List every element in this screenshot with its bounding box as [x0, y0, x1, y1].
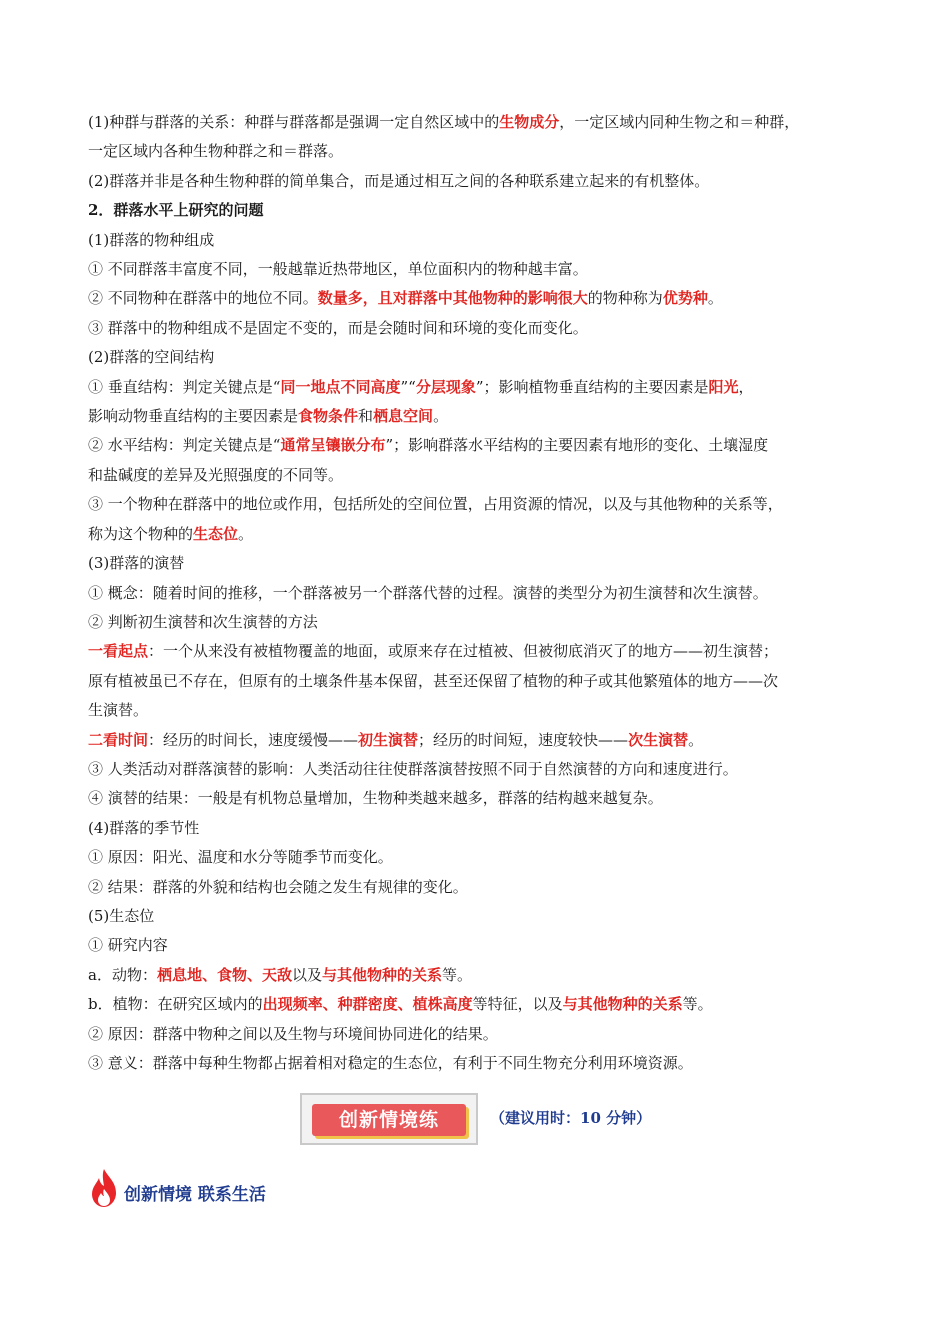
highlighted-text: 出现频率、种群密度、植株高度 [262, 995, 473, 1014]
banner-label: 创新情境练 [312, 1104, 466, 1136]
highlighted-text: 一看起点 [88, 642, 149, 661]
text-line [88, 990, 878, 1019]
text-segment: 原有植被虽已不存在，但原有的土壤条件基本保留，甚至还保留了植物的种子或其他繁殖体的地方——次 [88, 671, 779, 690]
text-segment: ③ 一个物种在群落中的地位或作用，包括所处的空间位置，占用资源的情况，以及与其他物种的关系等， [88, 495, 783, 514]
practice-banner [300, 1093, 720, 1149]
highlighted-text: 通常呈镶嵌分布 [280, 436, 386, 455]
text-segment: 称为这个物种的 [88, 524, 194, 543]
text-segment: ② 原因：群落中物种之间以及生物与环境间协同进化的结果。 [88, 1024, 498, 1043]
text-segment: ④ 演替的结果：一般是有机物总量增加，生物种类越来越多，群落的结构越来越复杂。 [88, 789, 663, 808]
text-segment: 以及 [291, 965, 322, 984]
text-segment: (5)生态位 [88, 906, 155, 925]
text-segment: ① 研究内容 [88, 936, 168, 955]
text-line [88, 1049, 878, 1078]
text-segment: ① 不同群落丰富度不同，一般越靠近热带地区，单位面积内的物种越丰富。 [88, 260, 588, 279]
text-segment: ① 概念：随着时间的推移，一个群落被另一个群落代替的过程。演替的类型分为初生演替和次生演替。 [88, 583, 768, 602]
text-segment: (3)群落的演替 [88, 554, 185, 573]
text-line [88, 167, 878, 196]
bold-heading-text: 2．群落水平上研究的问题 [88, 201, 264, 220]
text-segment: 。 [238, 524, 254, 543]
text-line [88, 431, 878, 460]
text-line [88, 579, 878, 608]
text-line [88, 637, 878, 666]
text-segment: ：经历的时间长，速度缓慢—— [148, 730, 359, 749]
text-line [88, 931, 878, 960]
text-line [88, 196, 878, 225]
text-segment: ② 不同物种在群落中的地位不同。 [88, 289, 318, 308]
highlighted-text: 生态位 [193, 524, 239, 543]
text-line [88, 873, 878, 902]
section-title: 创新情境 联系生活 [124, 1185, 266, 1205]
text-line [88, 402, 878, 431]
highlighted-text: 栖息地、食物、天敌 [156, 965, 292, 984]
highlighted-text: 初生演替 [358, 730, 419, 749]
text-segment: b．植物：在研究区域内的 [88, 995, 263, 1014]
text-segment: 等。 [442, 965, 473, 984]
text-segment: ”“ [400, 377, 416, 396]
text-segment: ① 原因：阳光、温度和水分等随季节而变化。 [88, 848, 393, 867]
text-line [88, 284, 878, 313]
text-segment: 等特征，以及 [472, 995, 563, 1014]
text-line [88, 1020, 878, 1049]
text-segment: (2)群落并非是各种生物种群的简单集合，而是通过相互之间的各种联系建立起来的有机整体。 [88, 171, 710, 190]
banner-frame [300, 1093, 478, 1145]
text-line [88, 726, 878, 755]
text-segment: a．动物： [88, 965, 157, 984]
text-line [88, 755, 878, 784]
text-line [88, 961, 878, 990]
text-segment: ① 垂直结构：判定关键点是“ [88, 377, 281, 396]
text-segment: 生演替。 [88, 701, 149, 720]
highlighted-text: 次生演替 [628, 730, 689, 749]
text-segment: ③ 意义：群落中每种生物都占据着相对稳定的生态位，有利于不同生物充分利用环境资源。 [88, 1054, 693, 1072]
text-line [88, 520, 878, 549]
text-segment: 一定区域内各种生物种群之和＝群落。 [88, 142, 344, 161]
text-line [88, 843, 878, 872]
highlighted-text: 栖息空间 [373, 407, 434, 426]
text-segment: ② 判断初生演替和次生演替的方法 [88, 612, 318, 631]
text-line [88, 226, 878, 255]
text-segment: (1)种群与群落的关系：种群与群落都是强调一定自然区域中的 [88, 113, 500, 131]
highlighted-text: 分层现象 [415, 377, 476, 396]
text-line [88, 490, 878, 519]
text-segment: ：一个从来没有被植物覆盖的地面，或原来存在过植被、但被彻底消灭了的地方——初生演替； [148, 642, 779, 661]
highlighted-text: 生物成分 [499, 113, 560, 131]
text-segment: 。 [707, 289, 723, 308]
text-line [88, 137, 878, 166]
text-segment: 的物种称为 [587, 289, 663, 308]
text-line [88, 814, 878, 843]
text-segment: ；经历的时间短，速度较快—— [418, 730, 629, 749]
text-line [88, 549, 878, 578]
highlighted-text: 阳光 [708, 377, 739, 396]
text-line [88, 314, 878, 343]
text-segment: (1)群落的物种组成 [88, 230, 215, 249]
section-header [88, 1168, 488, 1208]
text-segment: (2)群落的空间结构 [88, 348, 215, 367]
text-line [88, 696, 878, 725]
text-segment: 影响动物垂直结构的主要因素是 [88, 407, 299, 426]
text-segment: 。 [433, 407, 449, 426]
highlighted-text: 与其他物种的关系 [321, 965, 442, 984]
text-line [88, 343, 878, 372]
document-body [88, 108, 878, 1078]
text-line [88, 902, 878, 931]
text-segment: ，一定区域内同种生物之和＝种群， [559, 113, 800, 131]
suggested-time-note: （建议用时：10 分钟） [490, 1109, 652, 1127]
text-line [88, 255, 878, 284]
text-line [88, 608, 878, 637]
highlighted-text: 优势种 [662, 289, 708, 308]
text-segment: ”；影响植物垂直结构的主要因素是 [475, 377, 709, 396]
text-line [88, 461, 878, 490]
flame-icon [88, 1168, 120, 1208]
text-segment: 。 [688, 730, 704, 749]
text-line [88, 373, 878, 402]
highlighted-text: 食物条件 [298, 407, 359, 426]
highlighted-text: 与其他物种的关系 [562, 995, 683, 1014]
text-segment: ， [738, 377, 754, 396]
highlighted-text: 数量多，且对群落中其他物种的影响很大 [317, 289, 588, 308]
text-line [88, 784, 878, 813]
text-segment: 等。 [682, 995, 713, 1014]
highlighted-text: 二看时间 [88, 730, 149, 749]
text-segment: 和 [358, 407, 374, 426]
text-segment: ② 水平结构：判定关键点是“ [88, 436, 281, 455]
text-segment: ③ 群落中的物种组成不是固定不变的，而是会随时间和环境的变化而变化。 [88, 318, 588, 337]
text-line [88, 108, 878, 137]
text-segment: (4)群落的季节性 [88, 818, 200, 837]
text-line [88, 667, 878, 696]
text-segment: ③ 人类活动对群落演替的影响：人类活动往往使群落演替按照不同于自然演替的方向和速度进行。 [88, 759, 738, 778]
highlighted-text: 同一地点不同高度 [280, 377, 401, 396]
text-segment: ② 结果：群落的外貌和结构也会随之发生有规律的变化。 [88, 877, 468, 896]
text-segment: 和盐碱度的差异及光照强度的不同等。 [88, 465, 344, 484]
text-segment: ”；影响群落水平结构的主要因素有地形的变化、土壤湿度 [385, 436, 769, 455]
